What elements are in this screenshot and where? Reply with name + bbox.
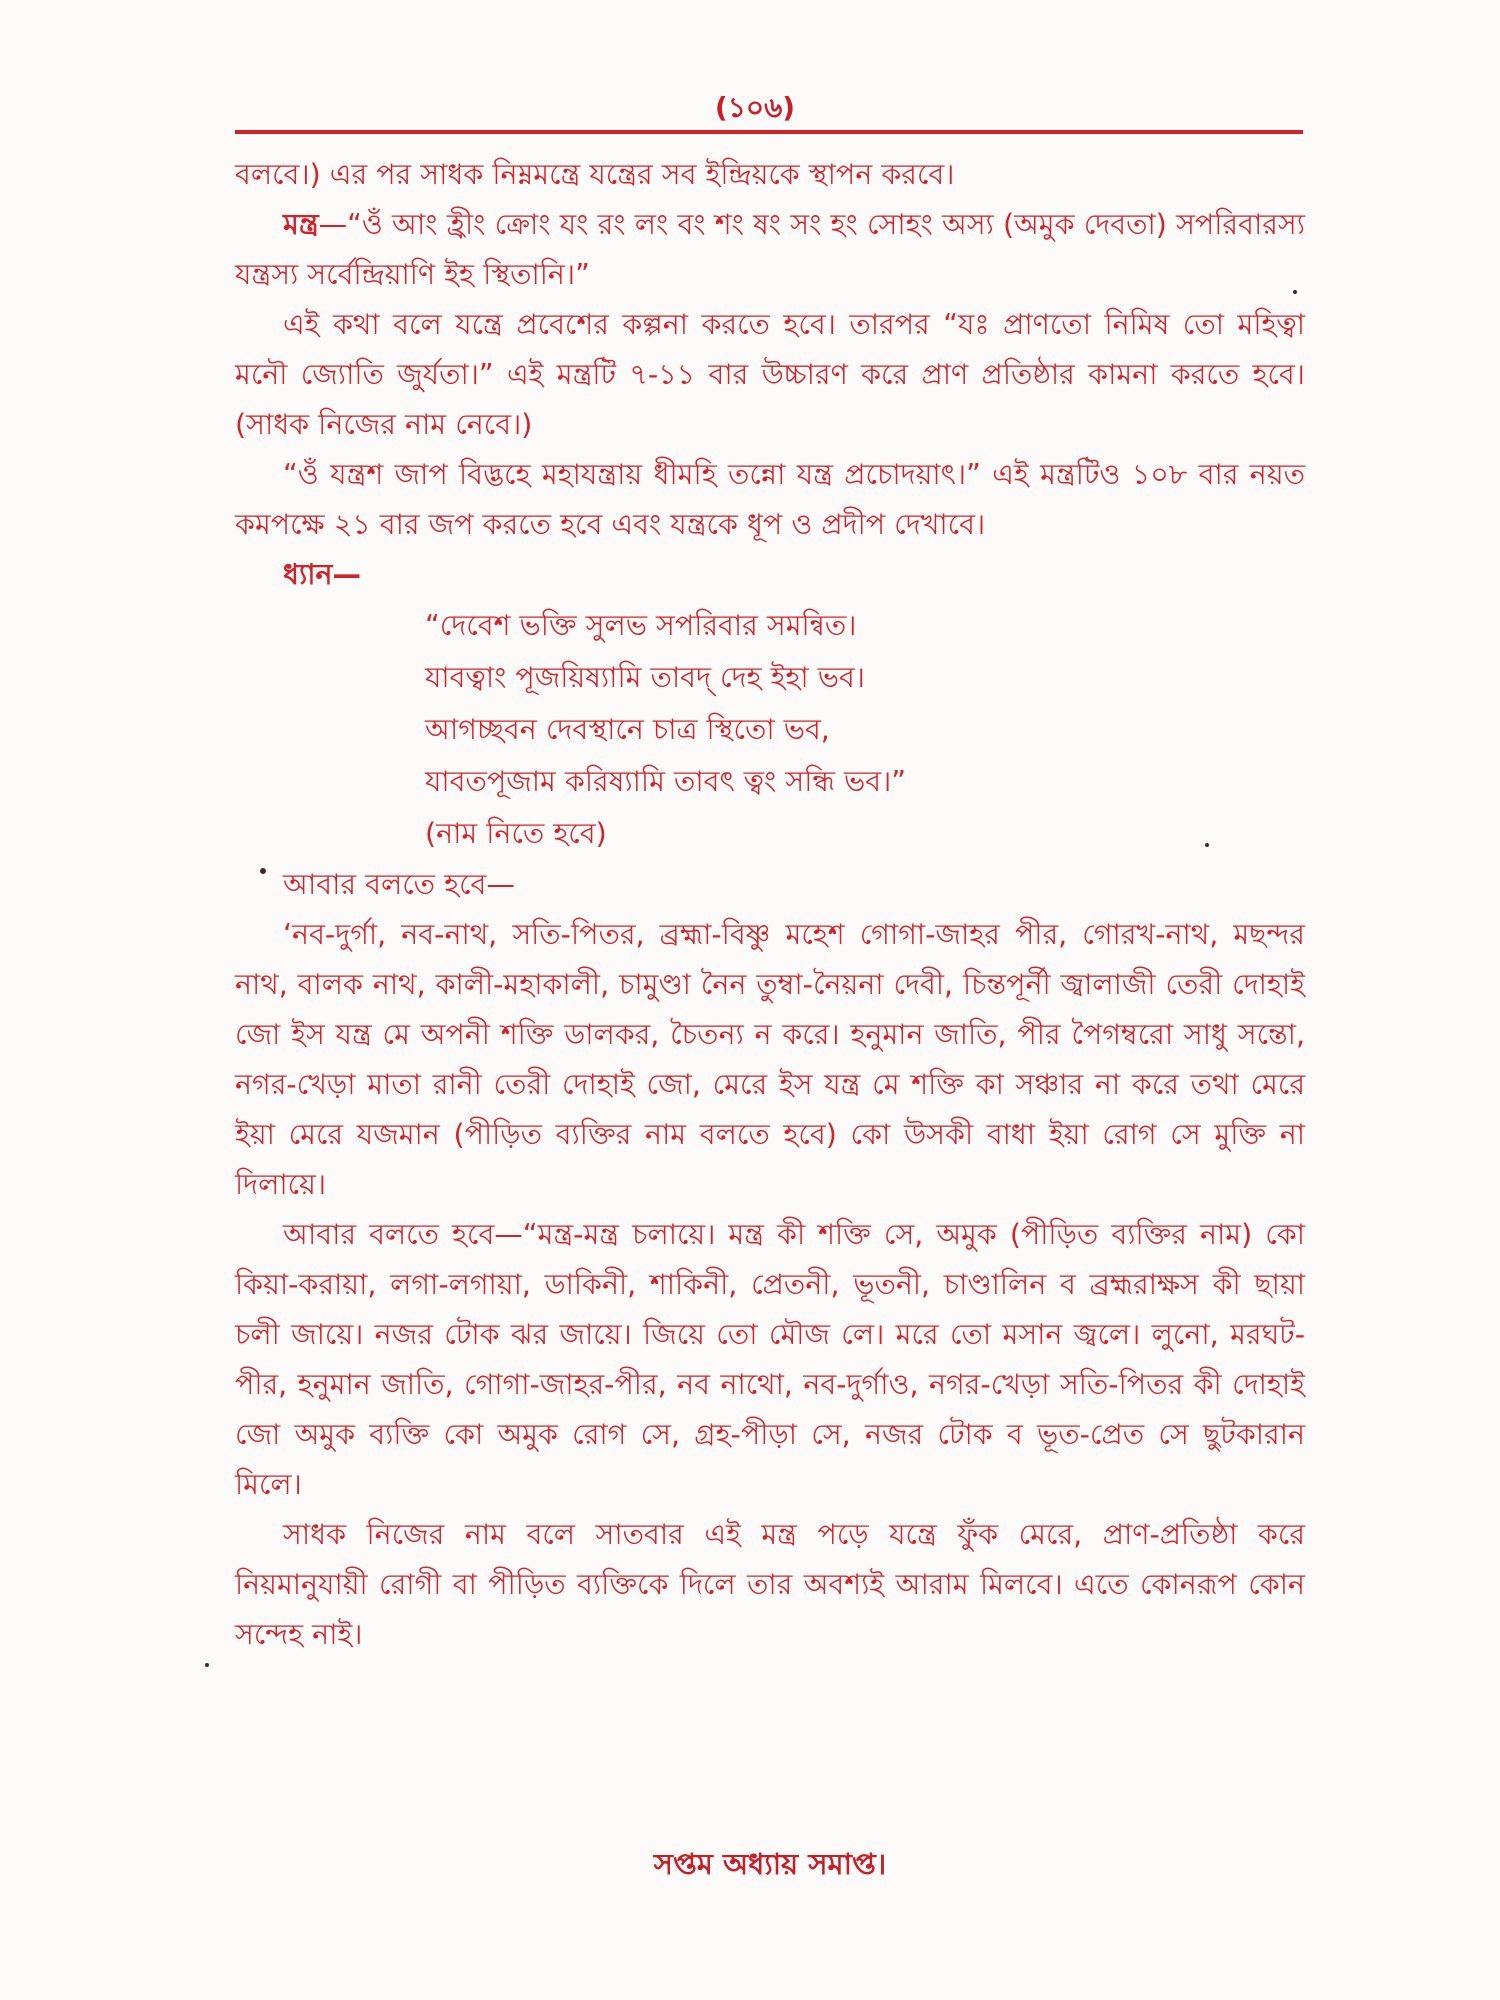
verse-line: আগচ্ছবন দেবস্থানে চাত্র স্থিতো ভব, <box>425 713 830 746</box>
header-rule <box>235 130 1303 134</box>
scan-speck <box>205 1663 209 1667</box>
scan-speck <box>1205 843 1209 847</box>
paragraph-3: এই কথা বলে যন্ত্রে প্রবেশের কল্পনা করতে হবে। তারপর “যঃ প্রাণতো নিমিষ তো মহিত্বা মনৌ জ্যোতি জুর্যতা।” এই মন্ত্রটি ৭-১১ বার উচ্চারণ করে প্রাণ প্রতিষ্ঠার কামনা করতে হবে। (সাধক নিজের নাম নেবে।) <box>235 308 1305 441</box>
paragraph-4: “ওঁ যন্ত্রশ জাপ বিদ্ভহে মহাযন্ত্রায় ধীমহি তন্নো যন্ত্র প্রচোদয়াৎ।” এই মন্ত্রটিও ১০৮ বার নয়ত কমপক্ষে ২১ বার জপ করতে হবে এবং যন্ত্রকে ধূপ ও প্রদীপ দেখাবে। <box>235 458 1305 541</box>
verse-note: (নাম নিতে হবে) <box>425 817 607 850</box>
scan-speck <box>260 868 266 874</box>
paragraph-1: বলবে।) এর পর সাধক নিম্নমন্ত্রে যন্ত্রের সব ইন্দ্রিয়কে স্থাপন করবে। <box>235 158 955 191</box>
scan-speck <box>1293 290 1297 294</box>
paragraph-5: আবার বলতে হবে— <box>283 868 515 901</box>
verse-line: “দেবেশ ভক্তি সুলভ সপরিবার সমন্বিত। <box>425 609 857 642</box>
verse-line: যাবত্বাং পূজয়িষ্যামি তাবদ্ দেহ ইহা ভব। <box>425 661 865 694</box>
paragraph-8: সাধক নিজের নাম বলে সাতবার এই মন্ত্র পড়ে যন্ত্রে ফুঁক মেরে, প্রাণ-প্রতিষ্ঠা করে নিয়মানুযায়ী রোগী বা পীড়িত ব্যক্তিকে দিলে তার অবশ্যই আরাম মিলবে। এতে কোনরূপ কোন সন্দেহ নাই। <box>235 1518 1305 1651</box>
paragraph-2 <box>235 200 1305 300</box>
dhyan-verse <box>235 600 1305 860</box>
paragraph-2-text: —“ওঁ আং হ্রীং ক্রোং যং রং লং বং শং ষং সং হং সোহং অস্য (অমুক দেবতা) সপরিবারস্য যন্ত্রস্য সর্বেন্দ্রিয়াণি ইহ স্থিতানি।” <box>235 208 1305 291</box>
page-number: (১০৬) <box>714 91 796 124</box>
chapter-end-line: সপ্তম অধ্যায় সমাপ্ত। <box>653 1847 887 1881</box>
mantra-label: মন্ত্র <box>283 208 319 241</box>
paragraph-7: আবার বলতে হবে—“মন্ত্র-মন্ত্র চলায়ে। মন্ত্র কী শক্তি সে, অমুক (পীড়িত ব্যক্তির নাম) কো কিয়া-করায়া, লগা-লগায়া, ডাকিনী, শাকিনী, প্রেতনী, ভূতনী, চাণ্ডালিন ব ব্রহ্মরাক্ষস কী ছায়া চলী জায়ে। নজর টোক ঝর জায়ে। জিয়ে তো মৌজ লে। মরে তো মসান জ্বলে। লুনো, মরঘট-পীর, হনুমান জাতি, গোগা-জাহর-পীর, নব নাথো, নব-দুর্গাও, নগর-খেড়া সতি-পিতর কী দোহাই জো অমুক ব্যক্তি কো অমুক রোগ সে, গ্রহ-পীড়া সে, নজর টোক ব ভূত-প্রেত সে ছুটকারান মিলে। <box>235 1218 1305 1501</box>
verse-line: যাবতপূজাম করিষ্যামি তাবৎ ত্বং সন্ধি ভব।” <box>425 765 907 798</box>
paragraph-6: ‘নব-দুর্গা, নব-নাথ, সতি-পিতর, ব্রহ্মা-বিষ্ণু মহেশ গোগা-জাহর পীর, গোরখ-নাথ, মছন্দর নাথ, বালক নাথ, কালী-মহাকালী, চামুণ্ডা নৈন তুম্বা-নৈয়না দেবী, চিন্তপূর্নী জ্বালাজী তেরী দোহাই জো ইস যন্ত্র মে অপনী শক্তি ডালকর, চৈতন্য ন করে। হনুমান জাতি, পীর পৈগম্বরো সাধু সন্তো, নগর-খেড়া মাতা রানী তেরী দোহাই জো, মেরে ইস যন্ত্র মে শক্তি কা সঞ্চার না করে তথা মেরে ইয়া মেরে যজমান (পীড়িত ব্যক্তির নাম বলতে হবে) কো উসকী বাধা ইয়া রোগ সে মুক্তি না দিলায়ে। <box>235 918 1305 1201</box>
page-body <box>235 150 1305 1660</box>
dhyan-heading: ধ্যান— <box>283 558 362 591</box>
